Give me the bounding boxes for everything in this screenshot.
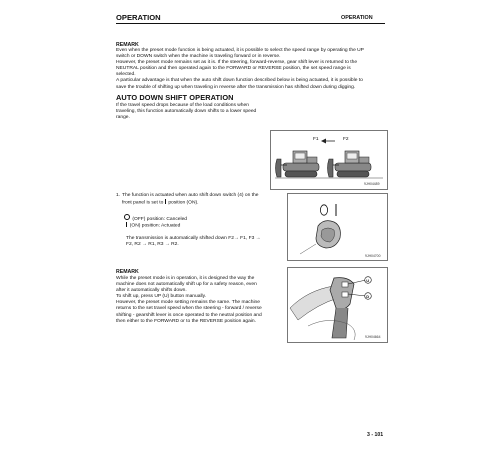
remark1-line: A particular advantage is that when the auto shift down function described below is being actuated, it is possible to	[116, 78, 363, 84]
remark2-line: returns to the set travel speed when the steering - forward / reverse	[116, 306, 262, 312]
header-rule	[116, 23, 385, 24]
remark1-title: REMARK	[116, 42, 139, 48]
callout-d-label: D	[366, 293, 370, 299]
step1-number: 1.	[116, 193, 121, 198]
section-intro	[116, 103, 281, 121]
up-button-icon	[342, 282, 348, 287]
remark2-line: then either to the FORWARD or to the REVERSE position again.	[116, 318, 256, 324]
section-title: AUTO DOWN SHIFT OPERATION	[116, 93, 234, 102]
remark1-line: save the trouble of shifting up when traveling in reverse after the transmission has shifted down during digging.	[116, 84, 356, 90]
header-left-title: OPERATION	[116, 13, 161, 22]
remark2-line: While the preset mode is in operation, it is designed the way the	[116, 276, 255, 281]
intro-line: range.	[116, 115, 130, 121]
remark2-line: However, the preset mode setting remains the same. The machine	[116, 300, 260, 306]
callout-u-label: U	[366, 277, 370, 283]
on-symbol-icon	[126, 222, 127, 227]
figure-switch	[287, 193, 388, 261]
remark2-line: machine does not automatically shift up for a safety reason, even	[116, 282, 257, 288]
remark1-line: switch or DOWN switch when the machine is traveling forward or in reverse.	[116, 54, 281, 60]
step1-line2	[122, 199, 282, 206]
intro-line: traveling, this function automatically down shifts to a lower speed	[116, 109, 257, 115]
gearshift-lever-illustration	[288, 268, 387, 342]
transmission-line1: The transmission is automatically shifted down F2→ F1, F3 →	[126, 236, 261, 241]
figure2-id: 9JH04700	[365, 254, 381, 258]
bulldozer-f2-icon	[328, 151, 372, 177]
step1-line1: The function is actuated when auto shift down switch (4) on the	[122, 193, 259, 198]
on-position-row	[124, 222, 180, 229]
remark2-line: To shift up, press UP (U) button manually.	[116, 294, 207, 300]
on-position-text: (ON) position: Actuated	[129, 223, 181, 229]
remark1-line: NEUTRAL position and then operated again to the FORWARD or REVERSE position, the set speed range is	[116, 66, 351, 72]
remark1-line: Even when the preset mode function is being actuated, it is possible to select the speed range by operating the UP	[116, 48, 364, 53]
remark2-body	[116, 276, 284, 325]
remark1-line: However, the preset mode remains set as it is. If the steering, forward-reverse, gear shift lever is returned to the	[116, 60, 358, 66]
transmission-line2: F2, R2 → R1, R3 → R2.	[126, 242, 179, 248]
figure-bulldozers	[270, 130, 388, 190]
remark1-line: selected.	[116, 72, 136, 78]
step1-transmission	[126, 236, 286, 248]
off-position-text: (OFF) position: Canceled	[132, 216, 188, 222]
figure1-id: 9JH04489	[364, 182, 380, 186]
down-button-icon	[342, 292, 348, 297]
figure1-label-f2: F2	[343, 137, 349, 142]
remark2-line: after it automatically shifts down.	[116, 288, 187, 294]
remark2-title: REMARK	[116, 269, 139, 275]
step1-line2b-text: position (ON).	[168, 200, 199, 206]
intro-line: If the travel speed drops because of the load conditions when	[116, 103, 249, 108]
auto-shift-switch-illustration	[288, 194, 387, 260]
on-symbol-icon	[165, 199, 166, 204]
remark1-body	[116, 48, 386, 91]
figure3-id: 9JH04664	[365, 335, 381, 339]
arrow-left-icon	[321, 139, 335, 144]
step1-text	[122, 193, 282, 207]
step1-line2-text: front panel is set to	[122, 200, 164, 206]
off-symbol-icon	[320, 205, 327, 215]
header-right-title: OPERATION	[341, 15, 373, 21]
remark2-line: shifting - gearshift lever is once operated to the neutral position and	[116, 312, 262, 318]
bulldozer-f1-icon	[276, 151, 320, 177]
page-number: 3 - 101	[367, 432, 384, 438]
figure1-label-f1: F1	[313, 137, 319, 142]
figure-lever	[287, 267, 388, 343]
off-symbol-icon	[124, 214, 130, 220]
bulldozer-illustration	[271, 131, 387, 189]
